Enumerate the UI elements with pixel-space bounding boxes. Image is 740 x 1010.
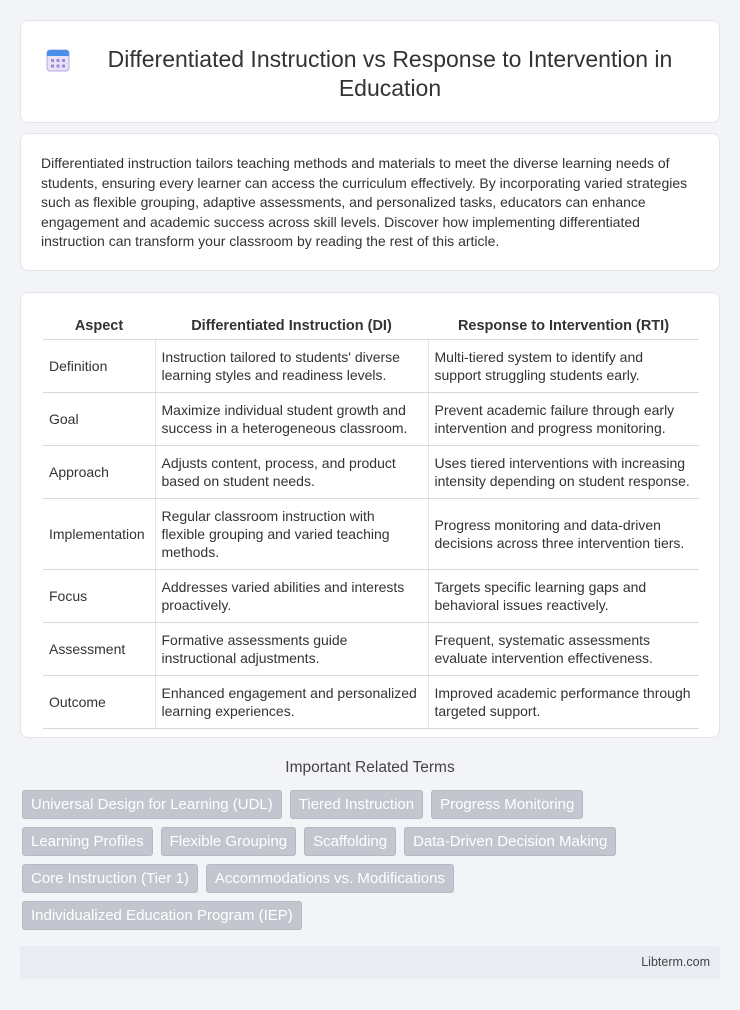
table-row	[43, 446, 699, 499]
comparison-table	[43, 315, 699, 729]
intro-paragraph: Differentiated instruction tailors teaching methods and materials to meet the diverse learning needs of students, ensuring every learner can access the curriculum effectively. By incorporating varied strategies such as flexible grouping, adaptive assessments, and personalized tasks, educators can enhance engagement and academic success across skill levels. Discover how implementing differentiated instruction can transform your classroom by reading the rest of this article.	[41, 155, 688, 249]
di-cell: Instruction tailored to students' diverse learning styles and readiness levels.	[155, 340, 428, 393]
related-term-tag[interactable]: Universal Design for Learning (UDL)	[22, 790, 282, 819]
related-term-tag[interactable]: Progress Monitoring	[431, 790, 583, 819]
aspect-cell: Assessment	[43, 623, 155, 676]
intro-card	[20, 133, 720, 271]
footer-site-link[interactable]: Libterm.com	[641, 955, 710, 969]
related-term-tag[interactable]: Learning Profiles	[22, 827, 153, 856]
calendar-icon	[45, 47, 71, 73]
table-row	[43, 499, 699, 570]
rti-cell: Prevent academic failure through early intervention and progress monitoring.	[428, 393, 699, 446]
rti-cell: Frequent, systematic assessments evaluate intervention effectiveness.	[428, 623, 699, 676]
di-cell: Formative assessments guide instructional adjustments.	[155, 623, 428, 676]
di-cell: Regular classroom instruction with flexible grouping and varied teaching methods.	[155, 499, 428, 570]
header-aspect: Aspect	[43, 315, 155, 340]
table-row	[43, 623, 699, 676]
related-term-tag[interactable]: Core Instruction (Tier 1)	[22, 864, 198, 893]
related-term-tag[interactable]: Data-Driven Decision Making	[404, 827, 616, 856]
aspect-cell: Focus	[43, 570, 155, 623]
aspect-cell: Approach	[43, 446, 155, 499]
rti-cell: Improved academic performance through targeted support.	[428, 676, 699, 729]
table-header-row	[43, 315, 699, 340]
rti-cell: Multi-tiered system to identify and support struggling students early.	[428, 340, 699, 393]
related-term-tag[interactable]: Scaffolding	[304, 827, 396, 856]
rti-cell: Targets specific learning gaps and behavioral issues reactively.	[428, 570, 699, 623]
table-row	[43, 570, 699, 623]
related-terms-list	[22, 790, 722, 938]
related-term-tag[interactable]: Tiered Instruction	[290, 790, 423, 819]
rti-cell: Progress monitoring and data-driven decisions across three intervention tiers.	[428, 499, 699, 570]
aspect-cell: Outcome	[43, 676, 155, 729]
comparison-card	[20, 292, 720, 738]
footer	[20, 946, 720, 979]
table-row	[43, 340, 699, 393]
related-term-tag[interactable]: Individualized Education Program (IEP)	[22, 901, 302, 930]
aspect-cell: Definition	[43, 340, 155, 393]
di-cell: Addresses varied abilities and interests proactively.	[155, 570, 428, 623]
related-terms-title: Important Related Terms	[285, 759, 455, 776]
aspect-cell: Implementation	[43, 499, 155, 570]
title-card	[20, 20, 720, 123]
di-cell: Adjusts content, process, and product based on student needs.	[155, 446, 428, 499]
page-title: Differentiated Instruction vs Response to Intervention in Education	[107, 46, 673, 101]
table-row	[43, 393, 699, 446]
di-cell: Maximize individual student growth and success in a heterogeneous classroom.	[155, 393, 428, 446]
aspect-cell: Goal	[43, 393, 155, 446]
header-di: Differentiated Instruction (DI)	[155, 315, 428, 340]
related-term-tag[interactable]: Accommodations vs. Modifications	[206, 864, 454, 893]
table-row	[43, 676, 699, 729]
related-term-tag[interactable]: Flexible Grouping	[161, 827, 297, 856]
rti-cell: Uses tiered interventions with increasing intensity depending on student response.	[428, 446, 699, 499]
header-rti: Response to Intervention (RTI)	[428, 315, 699, 340]
di-cell: Enhanced engagement and personalized learning experiences.	[155, 676, 428, 729]
